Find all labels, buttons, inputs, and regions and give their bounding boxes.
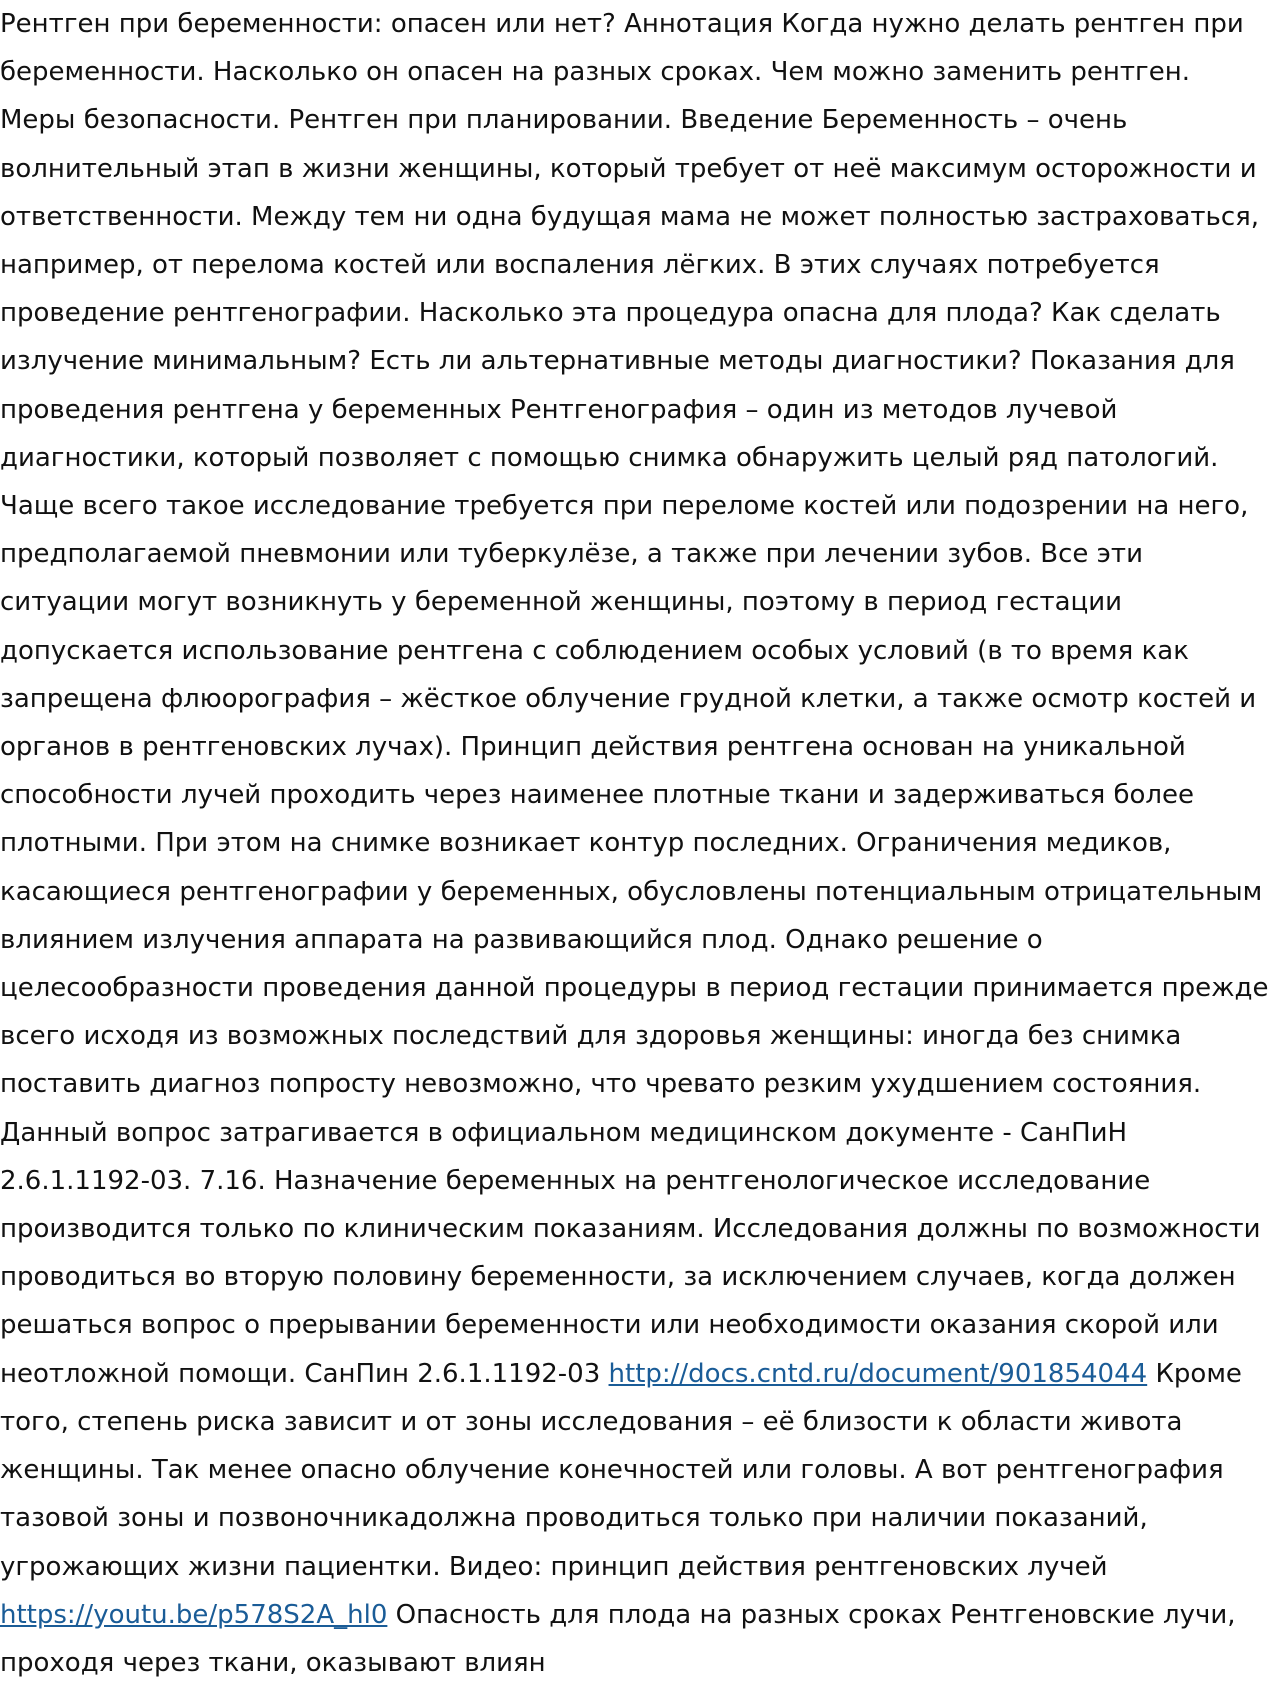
article-text-part-3: Опасность для плода на разных сроках Рентгеновские лучи, проходя через ткани, оказывают влиян xyxy=(0,1599,1236,1678)
youtube-video-link[interactable]: https://youtu.be/p578S2A_hl0 xyxy=(0,1599,388,1630)
sanpin-document-link[interactable]: http://docs.cntd.ru/document/901854044 xyxy=(608,1358,1148,1389)
article-text-part-1: Рентген при беременности: опасен или нет? Аннотация Когда нужно делать рентген при беременности. Насколько он опасен на разных сроках. Чем можно заменить рентген. Меры безопасности. Рентген при планировании. Введение Беременность – очень волнительный этап в жизни женщины, который требует от неё максимум осторожности и ответственности. Между тем ни одна будущая мама не может полностью застраховаться, например, от перелома костей или воспаления лёгких. В этих случаях потребуется проведение рентгенографии. Насколько эта процедура опасна для плода? Как сделать излучение минимальным? Есть ли альтернативные методы диагностики? Показания для проведения рентгена у беременных Рентгенография – один из методов лучевой диагностики, который позволяет с помощью снимка обнаружить целый ряд патологий. Чаще всего такое исследование требуется при переломе костей или подозрении на него, предполагаемой пневмонии или туберкулёзе, а также при лечении зубов. Все эти ситуации могут возникнуть у беременной женщины, поэтому в период гестации допускается использование рентгена с соблюдением особых условий (в то время как запрещена флюорография – жёсткое облучение грудной клетки, а также осмотр костей и органов в рентгеновских лучах). Принцип действия рентгена основан на уникальной способности лучей проходить через наименее плотные ткани и задерживаться более плотными. При этом на снимке возникает контур последних. Ограничения медиков, касающиеся рентгенографии у беременных, обусловлены потенциальным отрицательным влиянием излучения аппарата на развивающийся плод. Однако решение о целесообразности проведения данной процедуры в период гестации принимается прежде всего исходя из возможных последствий для здоровья женщины: иногда без снимка поставить диагноз попросту невозможно, что чревато резким ухудшением состояния. Данный вопрос затрагивается в официальном медицинском документе - СанПиН 2.6.1.1192-03. 7.16. Назначение беременных на рентгенологическое исследование производится только по клиническим показаниям. Исследования должны по возможности проводиться во вторую половину беременности, за исключением случаев, когда должен решаться вопрос о прерывании беременности или необходимости оказания скорой или неотложной помощи. СанПин 2.6.1.1192-03 xyxy=(0,9,1269,1389)
article-text-part-2: Кроме того, степень риска зависит и от зоны исследования – её близости к области живота женщины. Так менее опасно облучение конечностей или головы. А вот рентгенография тазовой зоны и позвоночникадолжна проводиться только при наличии показаний, угрожающих жизни пациентки. Видео: принцип действия рентгеновских лучей xyxy=(0,1358,1242,1582)
